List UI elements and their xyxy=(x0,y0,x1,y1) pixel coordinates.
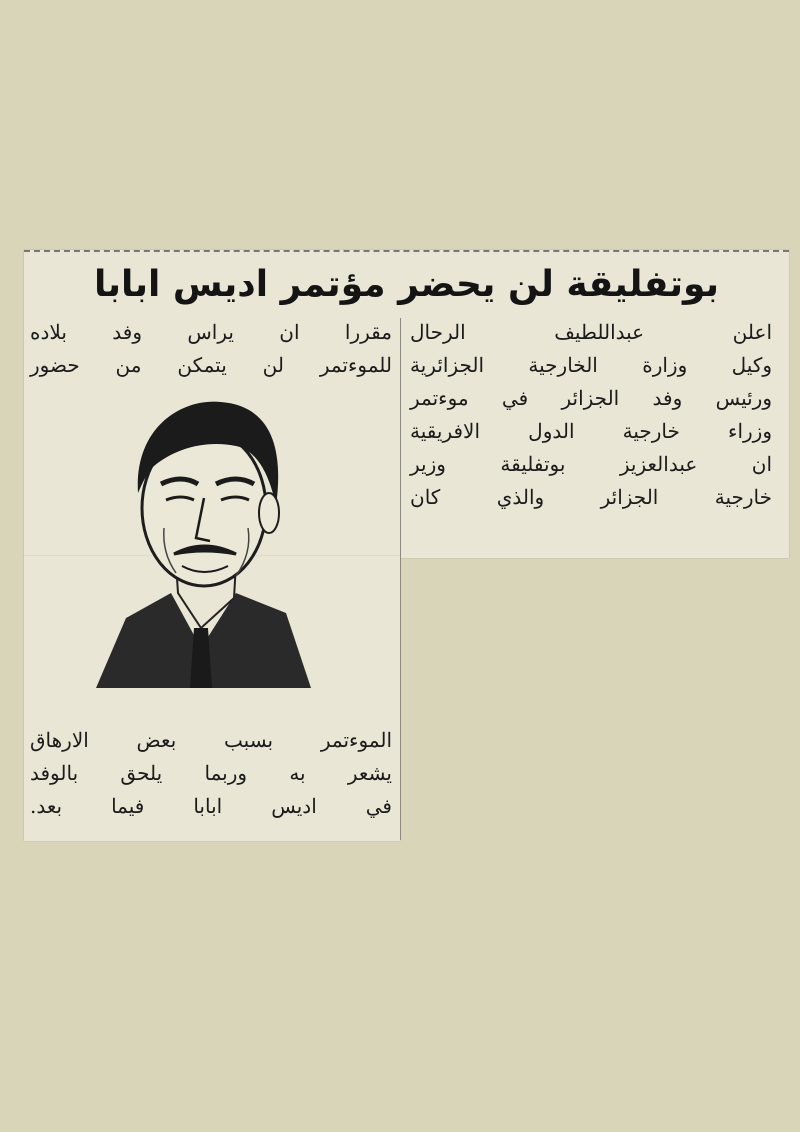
left-column-line: الموءتمر بسبب بعض الارهاق xyxy=(30,728,392,752)
right-column-line: وكيل وزارة الخارجية الجزائرية xyxy=(410,353,772,377)
right-column-line: وزراء خارجية الدول الافريقية xyxy=(410,419,772,443)
right-column-line: اعلن عبداللطيف الرحال xyxy=(410,320,772,344)
right-column xyxy=(410,316,772,514)
column-divider xyxy=(400,318,401,840)
left-column-top xyxy=(30,316,392,382)
right-column-line: ان عبدالعزيز بوتفليقة وزير xyxy=(410,452,772,476)
left-column-line: يشعر به وربما يلحق بالوفد xyxy=(30,761,392,785)
left-column-bottom xyxy=(30,724,392,823)
right-column-line: خارجية الجزائر والذي كان xyxy=(410,485,772,509)
article-headline: بوتفليقة لن يحضر مؤتمر اديس ابابا xyxy=(93,263,720,305)
right-column-line: ورئيس وفد الجزائر في موءتمر xyxy=(410,386,772,410)
left-column-line: للموءتمر لن يتمكن من حضور xyxy=(30,353,392,377)
left-column-line: مقررا ان يراس وفد بلاده xyxy=(30,320,392,344)
left-column-line: في اديس ابابا فيما بعد. xyxy=(30,794,392,818)
portrait-illustration xyxy=(86,388,316,708)
